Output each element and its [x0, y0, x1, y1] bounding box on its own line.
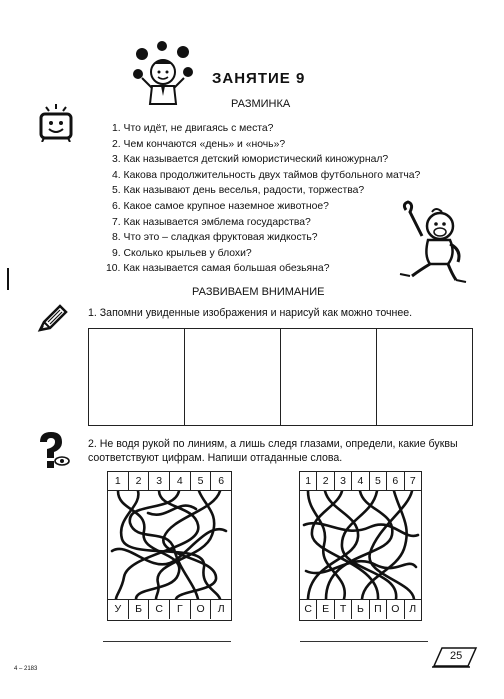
answer-line-1[interactable]	[103, 640, 231, 642]
task2-instruction: 2. Не водя рукой по линиям, а лишь следя глазами, определи, какие буквы соответствуют цифрам. Напиши отгаданные слова.	[88, 438, 458, 464]
question-item: 9. Сколько крыльев у блохи?	[112, 247, 252, 259]
maze-number: 2	[129, 472, 150, 490]
answer-line-2[interactable]	[300, 640, 428, 642]
maze-letter: Ь	[352, 600, 369, 619]
maze-letter: С	[300, 600, 317, 619]
page-number: 25	[450, 650, 463, 662]
pencil-icon	[36, 304, 68, 334]
footer-code: 4 – 2183	[14, 666, 38, 672]
question-item: 5. Как называют день веселья, радости, торжества?	[112, 185, 365, 197]
maze-letter: Л	[217, 603, 225, 615]
juggler-icon	[128, 40, 198, 106]
maze-number-row	[108, 472, 231, 491]
drawing-boxes	[88, 328, 473, 426]
maze-1	[107, 471, 232, 621]
alarm-clock-icon	[38, 102, 74, 142]
drawing-box[interactable]	[185, 329, 281, 425]
maze-number: 7	[409, 475, 416, 487]
maze-letter: Т	[335, 600, 352, 619]
drawing-box[interactable]	[377, 329, 472, 425]
maze-number: 3	[149, 472, 170, 490]
warmup-question-list	[106, 121, 421, 277]
question-item: 3. Как называется детский юмористический киножурнал?	[112, 154, 389, 166]
maze-number: 4	[352, 472, 369, 490]
question-item: 1. Что идёт, не двигаясь с места?	[112, 123, 274, 134]
maze-number: 4	[170, 472, 191, 490]
maze-number: 5	[370, 472, 387, 490]
maze-lines	[300, 491, 421, 599]
maze-letter: С	[149, 600, 170, 619]
maze-letter: О	[191, 600, 212, 619]
maze-number: 6	[387, 472, 404, 490]
maze-letter: У	[108, 600, 129, 619]
maze-letter: П	[370, 600, 387, 619]
lesson-title: ЗАНЯТИЕ 9	[212, 70, 306, 87]
question-item: 4. Какова продолжительность двух таймов футбольного матча?	[112, 169, 421, 181]
question-item: 2. Чем кончаются «день» и «ночь»?	[112, 138, 286, 150]
question-item: 6. Какое самое крупное наземное животное?	[112, 200, 329, 212]
margin-mark	[7, 268, 9, 290]
maze-letter-row	[300, 599, 421, 619]
task1-instruction: 1. Запомни увиденные изображения и нарисуй как можно точнее.	[88, 307, 413, 319]
maze-number: 3	[335, 472, 352, 490]
maze-letter: Г	[170, 600, 191, 619]
maze-letter: Е	[317, 600, 334, 619]
drawing-box[interactable]	[89, 329, 185, 425]
warmup-title: РАЗМИНКА	[231, 98, 291, 110]
monkey-icon	[392, 200, 472, 284]
maze-number: 1	[300, 472, 317, 490]
question-item: 7. Как называется эмблема государства?	[112, 216, 311, 228]
maze-number-row	[300, 472, 421, 491]
question-item: 8. Что это – сладкая фруктовая жидкость?	[112, 232, 318, 244]
maze-letter: Л	[409, 603, 417, 615]
maze-number: 6	[218, 475, 225, 487]
maze-letter: О	[387, 600, 404, 619]
question-eye-icon	[34, 430, 70, 470]
maze-number: 1	[108, 472, 129, 490]
maze-lines	[108, 491, 231, 599]
maze-2	[299, 471, 422, 621]
maze-letter: Б	[129, 600, 150, 619]
drawing-box[interactable]	[281, 329, 377, 425]
maze-letter-row	[108, 599, 231, 619]
question-item: 10. Как называется самая большая обезьяна?	[106, 263, 330, 275]
maze-number: 5	[191, 472, 212, 490]
maze-number: 2	[317, 472, 334, 490]
attention-title: РАЗВИВАЕМ ВНИМАНИЕ	[192, 286, 325, 298]
